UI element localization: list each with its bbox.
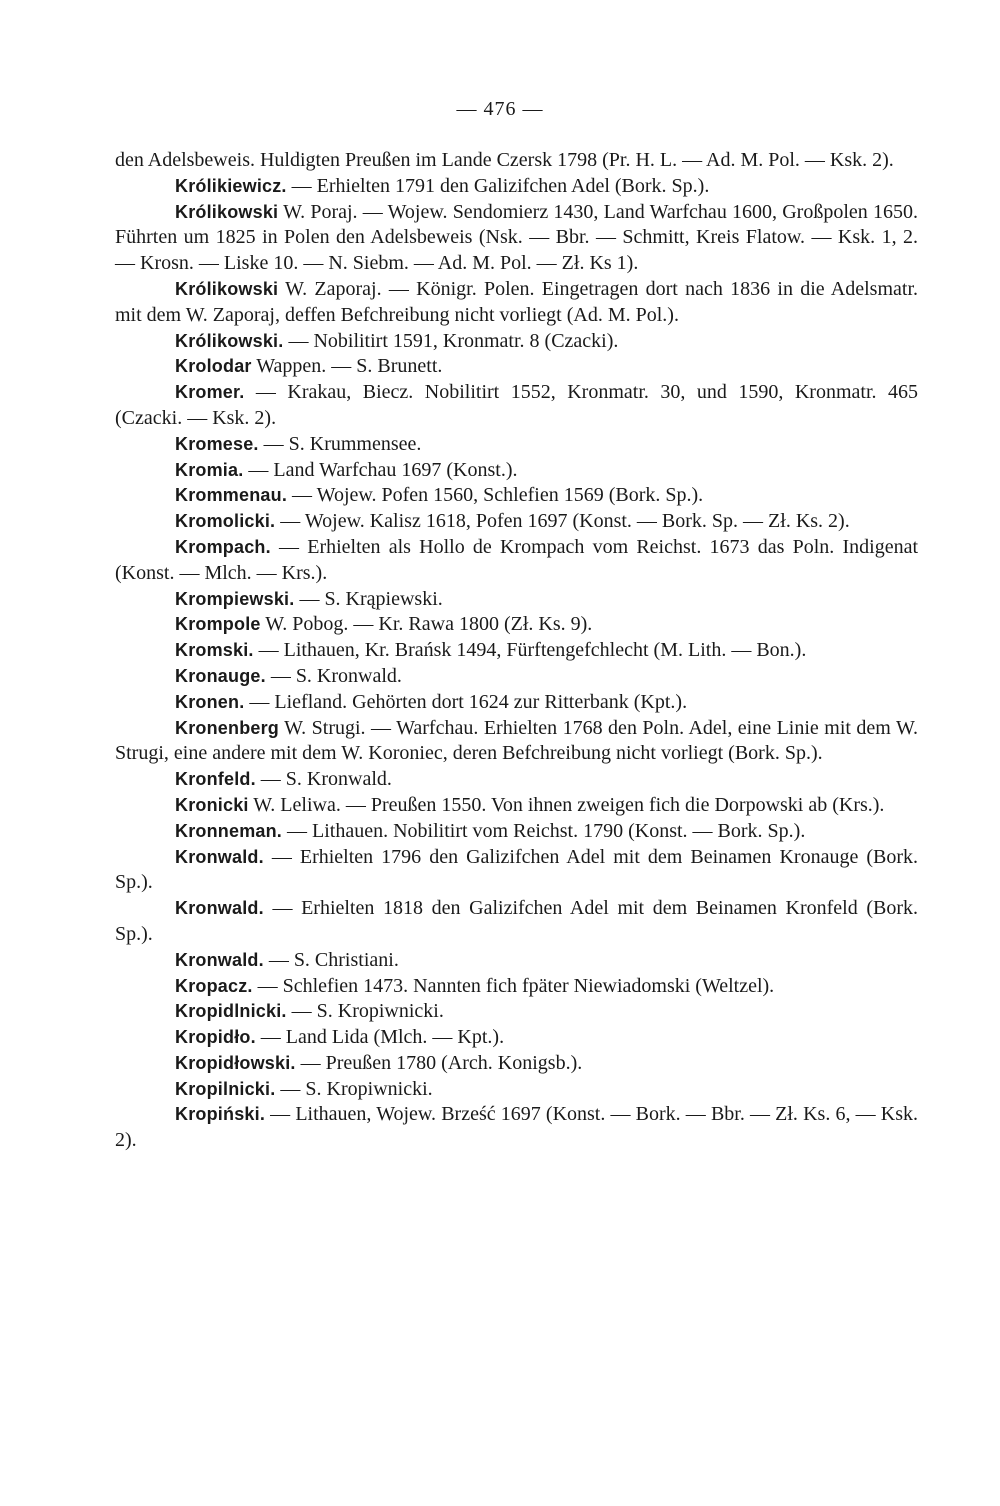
entry-text: — Nobilitirt 1591, Kronmatr. 8 (Czacki). (283, 329, 619, 352)
entry-text: — S. Kropiwnicki. (286, 1000, 444, 1023)
dictionary-entry (115, 1102, 918, 1154)
dictionary-entry (115, 277, 918, 329)
entry-headword: Kropidłowski. (175, 1052, 296, 1073)
dictionary-entry (115, 974, 918, 1000)
dictionary-entry (115, 432, 918, 458)
dictionary-entry (115, 200, 918, 277)
entry-headword: Kropidlnicki. (175, 1001, 287, 1022)
dictionary-entry (115, 1077, 918, 1103)
entry-headword: Kronfeld. (175, 769, 256, 790)
entry-headword: Kromese. (175, 433, 259, 454)
entry-text: — Wojew. Pofen 1560, Schlefien 1569 (Bork. Sp.). (287, 484, 704, 507)
dictionary-entry (115, 793, 918, 819)
entry-text: — Liefland. Gehörten dort 1624 zur Ritterbank (Kpt.). (244, 690, 688, 713)
entry-headword: Kromia. (175, 459, 244, 480)
dictionary-entry (115, 509, 918, 535)
dictionary-entry (115, 638, 918, 664)
dictionary-entry (115, 380, 918, 432)
entry-text: — Krakau, Biecz. Nobilitirt 1552, Kronmatr. 30, und 1590, Kronmatr. 465 (Czacki. — Ksk. 2). (115, 381, 918, 429)
entry-text: W. Pobog. — Kr. Rawa 1800 (Zł. Ks. 9). (260, 613, 593, 636)
entry-headword: Kronenberg (175, 717, 280, 738)
entry-headword: Kronneman. (175, 820, 283, 841)
entry-text: — S. Kronwald. (255, 768, 392, 791)
entry-headword: Kronauge. (175, 665, 266, 686)
entry-headword: Krompole (175, 614, 261, 635)
dictionary-entry (115, 587, 918, 613)
dictionary-entry (115, 1051, 918, 1077)
entry-text: — S. Christiani. (263, 948, 399, 971)
entry-headword: Królikowski. (175, 330, 284, 351)
entry-text: — Land Warfchau 1697 (Konst.). (243, 458, 518, 481)
entry-list (115, 174, 918, 1154)
entry-text: W. Zaporaj. — Königr. Polen. Eingetragen dort nach 1836 in die Adelsmatr. mit dem W. Zaporaj, deffen Befchreibung nicht vorliegt (Ad. M. Pol.). (115, 277, 918, 326)
page-number: — 476 — (456, 98, 544, 120)
dictionary-entry (115, 535, 918, 587)
entry-text: — Schlefien 1473. Nannten fich fpäter Niewiadomski (Weltzel). (252, 974, 775, 997)
entry-text: W. Leliwa. — Preußen 1550. Von ihnen zweigen fich die Dorpowski ab (Krs.). (248, 793, 885, 816)
entry-headword: Krolodar (175, 356, 252, 377)
entry-headword: Kromolicki. (175, 511, 276, 532)
entry-headword: Kropilnicki. (175, 1078, 276, 1099)
entry-headword: Kronwald. (175, 846, 264, 867)
entry-text: — Erhielten 1791 den Galizifchen Adel (Bork. Sp.). (286, 174, 710, 197)
entry-text: W. Strugi. — Warfchau. Erhielten 1768 den Poln. Adel, eine Linie mit dem W. Strugi, eine andere mit dem W. Koroniec, deren Befchreibung nicht vorliegt (Bork. Sp.). (115, 716, 918, 765)
entry-text: — Wojew. Kalisz 1618, Pofen 1697 (Konst. — Bork. Sp. — Zł. Ks. 2). (275, 510, 850, 533)
dictionary-entry (115, 354, 918, 380)
entry-text: — Lithauen. Nobilitirt vom Reichst. 1790 (Konst. — Bork. Sp.). (282, 819, 806, 842)
entry-headword: Królikowski (175, 278, 279, 299)
entry-headword: Kropiński. (175, 1104, 266, 1125)
entry-text: — S. Krummensee. (258, 432, 422, 455)
entry-headword: Kromski. (175, 640, 254, 661)
dictionary-entry (115, 458, 918, 484)
entry-text: — Lithauen, Wojew. Brześć 1697 (Konst. — Bork. — Bbr. — Zł. Ks. 6, — Ksk. 2). (115, 1103, 918, 1152)
entry-headword: Kronicki (175, 794, 249, 815)
dictionary-entry (115, 690, 918, 716)
dictionary-entry (115, 174, 918, 200)
entry-headword: Kronen. (175, 691, 245, 712)
entry-headword: Kropacz. (175, 975, 253, 996)
entry-headword: Królikowski (175, 201, 279, 222)
entry-text: — Lithauen, Kr. Brańsk 1494, Fürftengefchlecht (M. Lith. — Bon.). (253, 639, 807, 662)
entry-column (115, 148, 918, 1154)
dictionary-entry (115, 896, 918, 948)
entry-headword: Kropidło. (175, 1027, 256, 1048)
entry-headword: Kronwald. (175, 898, 264, 919)
entry-headword: Krompiewski. (175, 588, 295, 609)
dictionary-entry (115, 664, 918, 690)
entry-text: — Erhielten 1796 den Galizifchen Adel mit dem Beinamen Kronauge (Bork. Sp.). (115, 845, 918, 894)
continued-text: den Adelsbeweis. Huldigten Preußen im Lande Czersk 1798 (Pr. H. L. — Ad. M. Pol. — Ksk. 2). (115, 149, 894, 171)
entry-headword: Kromer. (175, 382, 245, 403)
entry-text: W. Poraj. — Wojew. Sendomierz 1430, Land Warfchau 1600, Großpolen 1650. Führten um 1825 in Polen den Adelsbeweis (Nsk. — Bbr. — Schmitt, Kreis Flatow. — Ksk. 1, 2. — Krosn. — Liske 10. — N. Siebm. — Ad. M. Pol. — Zł. Ks 1). (115, 200, 918, 275)
entry-text: — Erhielten als Hollo de Krompach vom Reichst. 1673 das Poln. Indigenat (Konst. — Mlch. — Krs.). (115, 535, 918, 584)
entry-headword: Krommenau. (175, 485, 288, 506)
dictionary-entry (115, 1025, 918, 1051)
dictionary-entry (115, 948, 918, 974)
dictionary-entry (115, 329, 918, 355)
dictionary-entry (115, 612, 918, 638)
entry-text: — S. Kronwald. (265, 664, 402, 687)
entry-text: — Land Lida (Mlch. — Kpt.). (255, 1026, 505, 1049)
entry-text: Wappen. — S. Brunett. (251, 355, 443, 378)
entry-headword: Królikiewicz. (175, 175, 287, 196)
dictionary-entry (115, 716, 918, 768)
dictionary-entry (115, 767, 918, 793)
entry-text: — Preußen 1780 (Arch. Konigsb.). (295, 1051, 583, 1074)
entry-headword: Krompach. (175, 536, 271, 557)
entry-text: — Erhielten 1818 den Galizifchen Adel mit dem Beinamen Kronfeld (Bork. Sp.). (115, 897, 918, 945)
entry-text: — S. Kropiwnicki. (275, 1077, 433, 1100)
dictionary-entry (115, 819, 918, 845)
dictionary-entry (115, 845, 918, 897)
entry-headword: Kronwald. (175, 949, 264, 970)
entry-text: — S. Krąpiewski. (294, 587, 443, 610)
dictionary-entry (115, 999, 918, 1025)
dictionary-entry (115, 483, 918, 509)
